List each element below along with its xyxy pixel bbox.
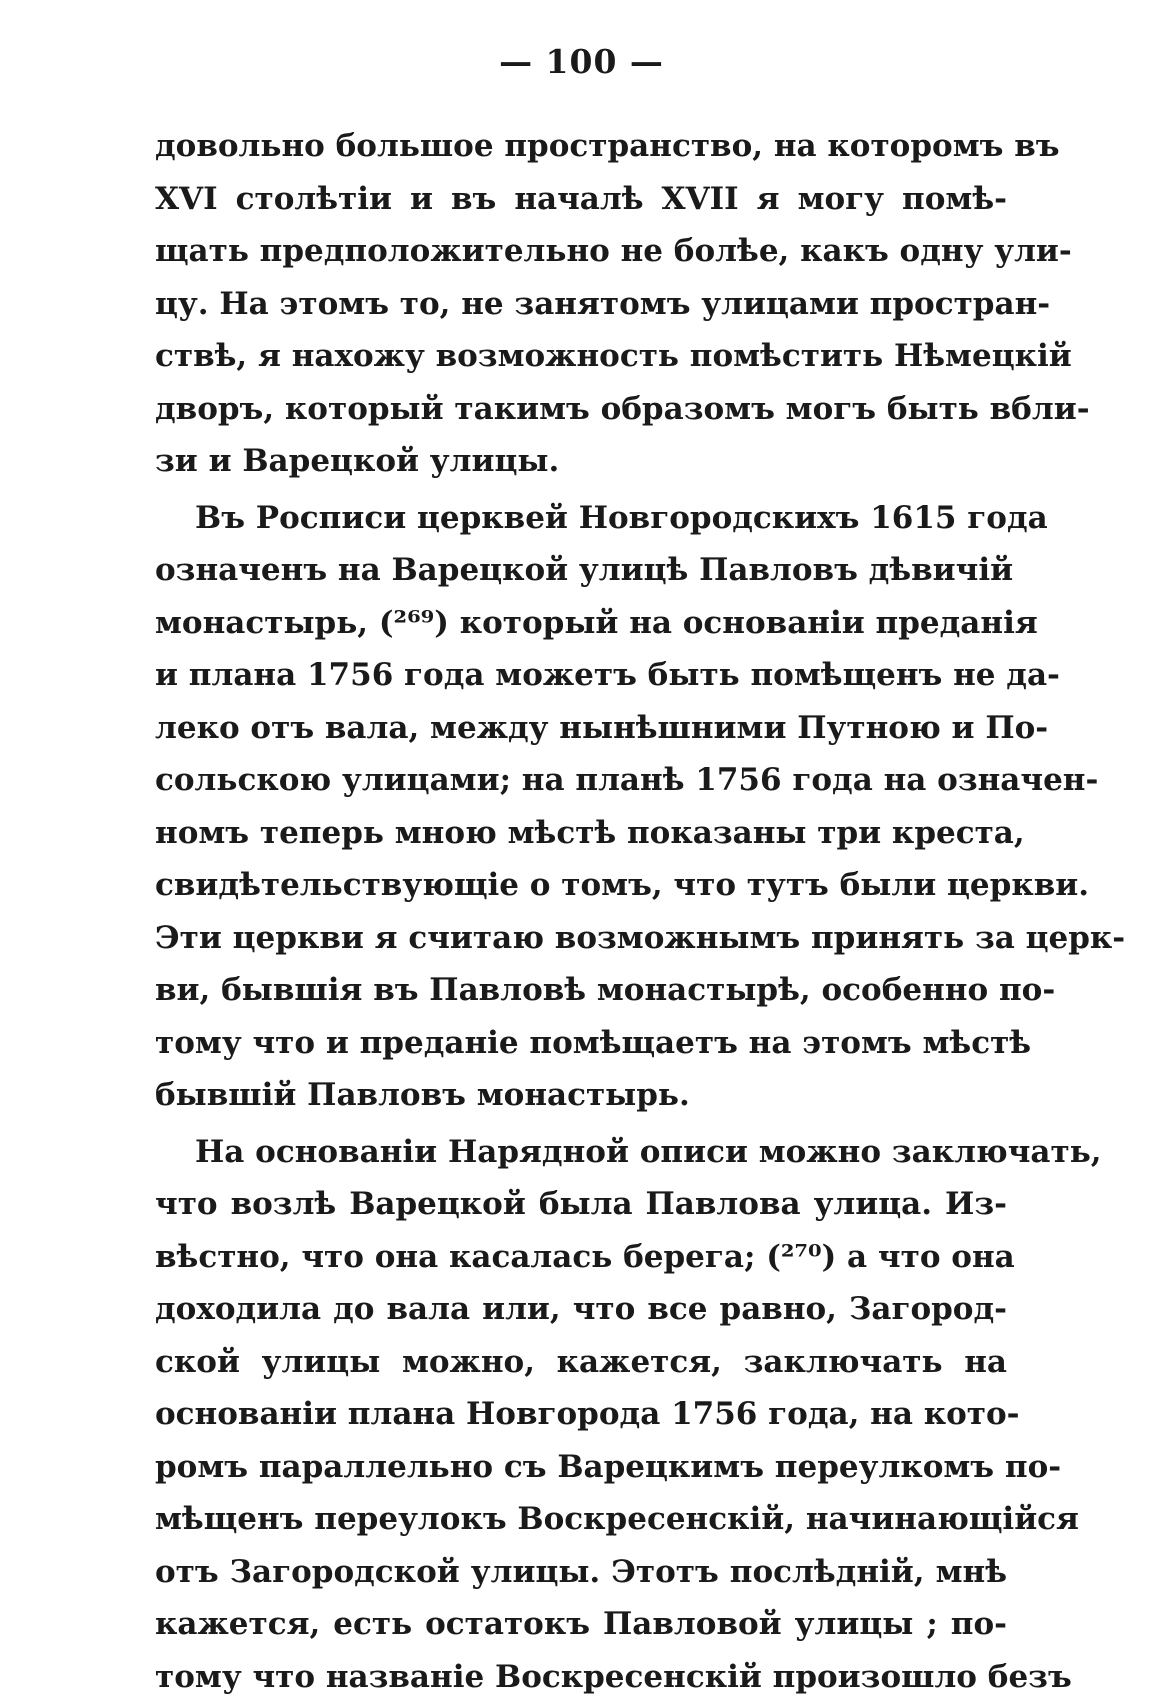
text-line: ви, бывшія въ Павловѣ монастырѣ, особенно по- xyxy=(155,964,1007,1017)
text-line: щать предположительно не болѣе, какъ одну ули- xyxy=(155,225,1007,278)
text-line: доходила до вала или, что все равно, Загород- xyxy=(155,1283,1007,1336)
text-line: тому что и преданіе помѣщаетъ на этомъ мѣстѣ xyxy=(155,1017,1007,1070)
text-line: основаніи плана Новгорода 1756 года, на кото- xyxy=(155,1388,1007,1441)
text-line: сольскою улицами; на планѣ 1756 года на означен- xyxy=(155,754,1007,807)
text-line: XVI столѣтіи и въ началѣ XVII я могу помѣ- xyxy=(155,173,1007,226)
text-line: вѣстно, что она касалась берега; (²⁷⁰) а что она xyxy=(155,1231,1007,1284)
text-line: цу. На этомъ то, не занятомъ улицами простран- xyxy=(155,278,1007,331)
text-line: что возлѣ Варецкой была Павлова улица. Из- xyxy=(155,1178,1007,1231)
text-line: ствѣ, я нахожу возможность помѣстить Нѣмецкій xyxy=(155,330,1007,383)
text-line: ромъ параллельно съ Варецкимъ переулкомъ по- xyxy=(155,1441,1007,1494)
text-line: мѣщенъ переулокъ Воскресенскій, начинающійся xyxy=(155,1493,1007,1546)
text-line: На основаніи Нарядной описи можно заключать, xyxy=(155,1126,1007,1179)
text-line: свидѣтельствующіе о томъ, что тутъ были церкви. xyxy=(155,859,1007,912)
text-line: кажется, есть остатокъ Павловой улицы ; по- xyxy=(155,1598,1007,1651)
text-line: тому что названіе Воскресенскій произошло безъ xyxy=(155,1651,1007,1703)
text-line: Эти церкви я считаю возможнымъ принять за церк- xyxy=(155,912,1007,965)
page-number: — 100 — xyxy=(0,42,1163,81)
text-line: дворъ, который такимъ образомъ могъ быть вбли- xyxy=(155,383,1007,436)
text-line: довольно большое пространство, на которомъ въ xyxy=(155,120,1007,173)
paragraph-2 xyxy=(155,492,1007,1122)
text-line: номъ теперь мною мѣстѣ показаны три креста, xyxy=(155,807,1007,860)
text-line: ской улицы можно, кажется, заключать на xyxy=(155,1336,1007,1389)
text-line: Въ Росписи церквей Новгородскихъ 1615 года xyxy=(155,492,1007,545)
paragraph-3 xyxy=(155,1126,1007,1703)
body-text xyxy=(155,120,1007,1703)
text-line: бывшій Павловъ монастырь. xyxy=(155,1069,1007,1122)
text-line: отъ Загородской улицы. Этотъ послѣдній, мнѣ xyxy=(155,1546,1007,1599)
text-line: и плана 1756 года можетъ быть помѣщенъ не да- xyxy=(155,649,1007,702)
text-line: монастырь, (²⁶⁹) который на основаніи преданія xyxy=(155,597,1007,650)
text-line: леко отъ вала, между нынѣшними Путною и По- xyxy=(155,702,1007,755)
paragraph-1 xyxy=(155,120,1007,488)
text-line: означенъ на Варецкой улицѣ Павловъ дѣвичій xyxy=(155,544,1007,597)
text-line: зи и Варецкой улицы. xyxy=(155,435,1007,488)
